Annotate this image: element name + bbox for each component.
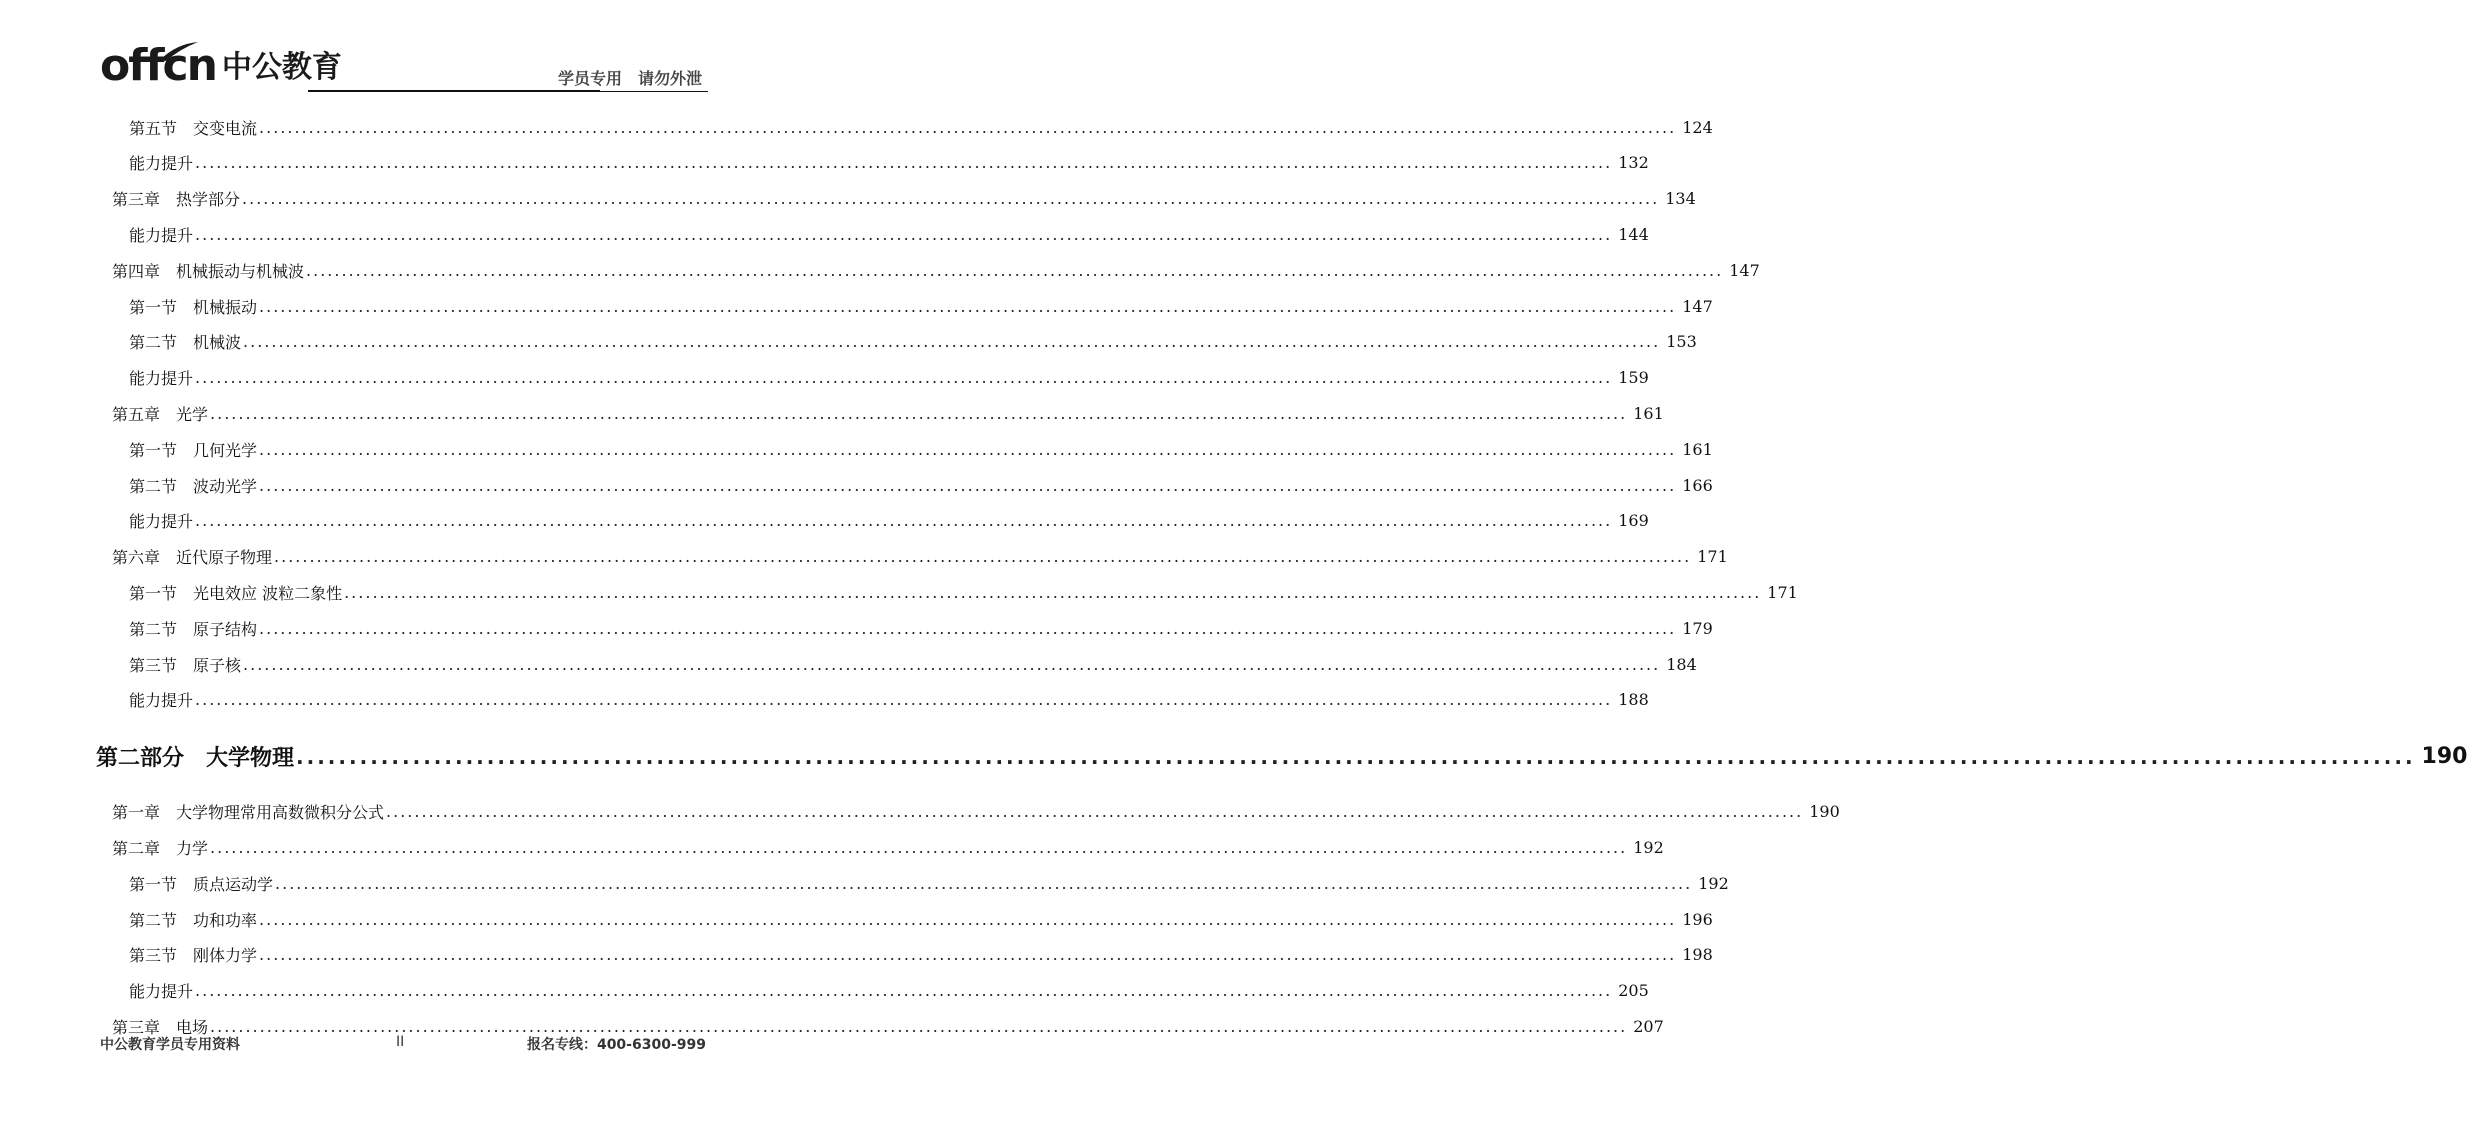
toc-section-entry[interactable] (129, 470, 1713, 500)
toc-entry-title: 第二节 波动光学 (129, 476, 258, 496)
toc-entry-page: 192 (1633, 837, 1664, 857)
toc-entry-page: 205 (1618, 981, 1649, 1001)
toc-section-entry[interactable] (129, 940, 1713, 970)
toc-section-entry[interactable] (129, 327, 1697, 357)
toc-leader-dots: ........................................................................................................................................................................................................ (259, 945, 1677, 965)
toc-leader-dots: ........................................................................................................................................................................................................ (306, 260, 1724, 280)
toc-leader-dots: ........................................................................................................................................................................................................ (275, 873, 1693, 893)
toc-leader-dots: ........................................................................................................................................................................................................ (386, 802, 1804, 822)
toc-entry-title: 第二部分 大学物理 (96, 746, 295, 772)
toc-entry-title: 第一节 机械振动 (129, 297, 258, 317)
toc-leader-dots: ........................................................................................................................................................................................................ (296, 744, 2416, 769)
toc-chapter-entry[interactable] (112, 797, 1840, 827)
toc-part-entry[interactable] (96, 737, 2467, 777)
toc-entry-page: 184 (1666, 654, 1697, 674)
toc-entry-title: 能力提升 (129, 225, 194, 245)
toc-entry-title: 第三节 原子核 (129, 655, 242, 675)
toc-section-entry[interactable] (129, 613, 1713, 643)
toc-entry-page: 179 (1682, 618, 1713, 638)
toc-entry-page: 190 (1809, 802, 1840, 822)
footer-hotline: 报名专线：400-6300-999 (526, 1037, 706, 1053)
toc-chapter-entry[interactable] (112, 398, 1664, 428)
toc-chapter-entry[interactable] (112, 832, 1664, 862)
toc-leader-dots: ........................................................................................................................................................................................................ (195, 368, 1613, 388)
toc-leader-dots: ........................................................................................................................................................................................................ (210, 1016, 1628, 1036)
toc-leader-dots: ........................................................................................................................................................................................................ (243, 332, 1661, 352)
toc-section-entry[interactable] (129, 112, 1713, 142)
toc-entry-page: 147 (1682, 296, 1713, 316)
toc-section-entry[interactable] (129, 577, 1798, 607)
toc-leader-dots: ........................................................................................................................................................................................................ (259, 909, 1677, 929)
toc-entry-page: 169 (1618, 511, 1649, 531)
toc-entry-page: 171 (1767, 582, 1798, 602)
header-notice: 学员专用 请勿外泄 (557, 69, 702, 88)
logo-en-text: offcn (100, 40, 216, 91)
toc-entry-page: 153 (1666, 332, 1697, 352)
toc-leader-dots: ........................................................................................................................................................................................................ (259, 439, 1677, 459)
toc-leader-dots: ........................................................................................................................................................................................................ (259, 618, 1677, 638)
toc-entry-title: 第六章 近代原子物理 (112, 548, 273, 568)
toc-leader-dots: ........................................................................................................................................................................................................ (195, 690, 1613, 710)
toc-entry-title: 第二节 功和功率 (129, 910, 258, 930)
toc-entry-page: 161 (1633, 403, 1664, 423)
page-header (96, 38, 708, 94)
toc-entry-title: 第五章 光学 (112, 404, 209, 424)
toc-entry-title: 能力提升 (129, 512, 194, 532)
toc-section-entry[interactable] (129, 904, 1713, 934)
toc-entry-title: 第一节 质点运动学 (129, 874, 274, 894)
toc-entry-title: 第三节 刚体力学 (129, 946, 258, 966)
toc-entry-title: 第一节 光电效应 波粒二象性 (129, 583, 343, 603)
toc-entry-title: 第二节 机械波 (129, 333, 242, 353)
toc-leader-dots: ........................................................................................................................................................................................................ (210, 837, 1628, 857)
toc-entry-page: 171 (1697, 547, 1728, 567)
toc-entry-title: 第三章 热学部分 (112, 190, 241, 210)
toc-entry-title: 第四章 机械振动与机械波 (112, 261, 305, 281)
toc-chapter-entry[interactable] (112, 542, 1728, 572)
header-rule (308, 90, 600, 92)
toc-entry-title: 第二节 原子结构 (129, 619, 258, 639)
toc-entry-title: 能力提升 (129, 154, 194, 174)
toc-leader-dots: ........................................................................................................................................................................................................ (259, 475, 1677, 495)
toc-entry-title: 第一节 几何光学 (129, 440, 258, 460)
toc-entry-page: 198 (1682, 945, 1713, 965)
toc-entry-title: 第二章 力学 (112, 838, 209, 858)
logo-cn-text: 中公教育 (221, 50, 342, 85)
page-footer (100, 1034, 706, 1056)
toc-entry-title: 第五节 交变电流 (129, 118, 258, 138)
toc-section-entry[interactable] (129, 868, 1729, 898)
toc-entry-title: 能力提升 (129, 369, 194, 389)
toc-entry-title: 能力提升 (129, 691, 194, 711)
toc-entry-page: 134 (1665, 189, 1696, 209)
toc-section-entry[interactable] (129, 506, 1649, 536)
logo-swoosh-icon (158, 40, 200, 62)
toc-leader-dots: ........................................................................................................................................................................................................ (259, 117, 1677, 137)
toc-entry-title: 第三章 电场 (112, 1017, 209, 1037)
page-number: II (396, 1034, 405, 1050)
toc-leader-dots: ........................................................................................................................................................................................................ (195, 224, 1613, 244)
toc-section-entry[interactable] (129, 976, 1649, 1006)
offcn-logo (100, 40, 342, 91)
toc-section-entry[interactable] (129, 291, 1713, 321)
toc-entry-page: 192 (1698, 873, 1729, 893)
toc-leader-dots: ........................................................................................................................................................................................................ (242, 189, 1660, 209)
toc-entry-page: 188 (1618, 690, 1649, 710)
toc-entry-page: 196 (1682, 909, 1713, 929)
toc-section-entry[interactable] (129, 649, 1697, 679)
toc-entry-title: 第一章 大学物理常用高数微积分公式 (112, 803, 385, 823)
toc-leader-dots: ........................................................................................................................................................................................................ (195, 153, 1613, 173)
toc-chapter-entry[interactable] (112, 255, 1760, 285)
toc-entry-title: 能力提升 (129, 982, 194, 1002)
toc-section-entry[interactable] (129, 219, 1649, 249)
toc-entry-page: 161 (1682, 439, 1713, 459)
toc-section-entry[interactable] (129, 685, 1649, 715)
footer-left-text: 中公教育学员专用资料 (100, 1037, 240, 1053)
toc-section-entry[interactable] (129, 434, 1713, 464)
toc-entry-page: 132 (1618, 153, 1649, 173)
toc-leader-dots: ........................................................................................................................................................................................................ (210, 403, 1628, 423)
toc-chapter-entry[interactable] (112, 184, 1696, 214)
toc-leader-dots: ........................................................................................................................................................................................................ (274, 547, 1692, 567)
toc-entry-page: 159 (1618, 368, 1649, 388)
toc-entry-page: 166 (1682, 475, 1713, 495)
toc-entry-page: 190 (2421, 744, 2467, 770)
toc-leader-dots: ........................................................................................................................................................................................................ (195, 511, 1613, 531)
toc-entry-page: 144 (1618, 224, 1649, 244)
toc-section-entry[interactable] (129, 148, 1649, 178)
toc-entry-page: 207 (1633, 1016, 1664, 1036)
toc-entry-page: 124 (1682, 117, 1713, 137)
toc-entry-page: 147 (1729, 260, 1760, 280)
toc-leader-dots: ........................................................................................................................................................................................................ (344, 582, 1762, 602)
toc-leader-dots: ........................................................................................................................................................................................................ (259, 296, 1677, 316)
toc-leader-dots: ........................................................................................................................................................................................................ (195, 981, 1613, 1001)
toc-leader-dots: ........................................................................................................................................................................................................ (243, 654, 1661, 674)
header-rule-thin (600, 91, 708, 92)
toc-section-entry[interactable] (129, 363, 1649, 393)
